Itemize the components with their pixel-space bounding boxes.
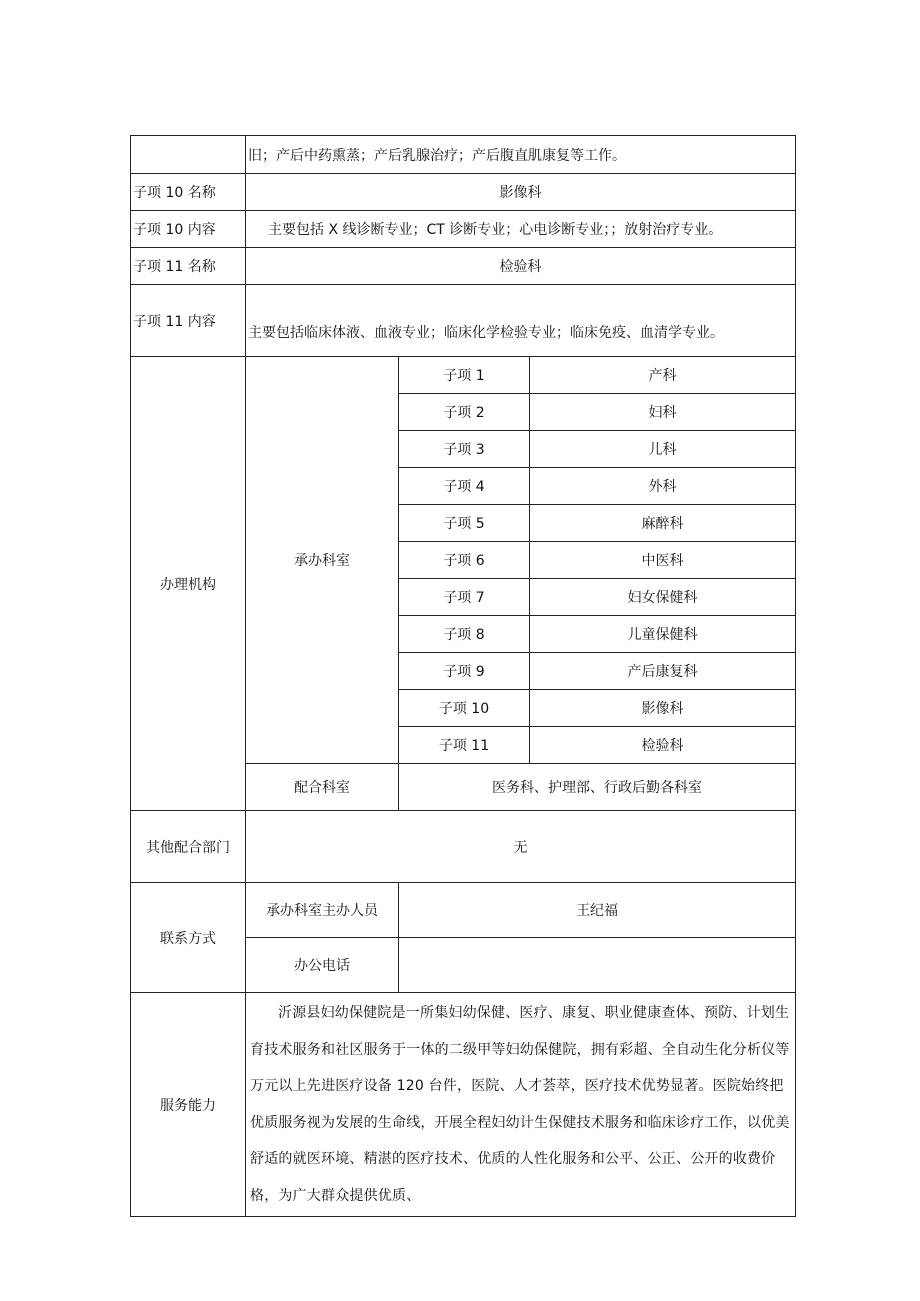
office-phone-value (399, 938, 796, 993)
other-dept-value: 无 (246, 811, 796, 883)
service-item-table (130, 135, 796, 1217)
agency-sub-item: 子项 11 (399, 727, 530, 764)
sub11-content-value: 主要包括临床体液、血液专业；临床化学检验专业；临床免疫、血清学专业。 (246, 285, 796, 357)
service-label: 服务能力 (131, 993, 246, 1217)
contact-label: 联系方式 (131, 883, 246, 993)
office-phone-label: 办公电话 (246, 938, 399, 993)
coop-dept-value: 医务科、护理部、行政后勤各科室 (399, 764, 796, 811)
coop-dept-label: 配合科室 (246, 764, 399, 811)
agency-dept: 外科 (530, 468, 796, 505)
agency-dept: 影像科 (530, 690, 796, 727)
agency-dept: 儿科 (530, 431, 796, 468)
empty-label-cell (131, 136, 246, 174)
agency-label: 办理机构 (131, 357, 246, 811)
agency-dept: 妇女保健科 (530, 579, 796, 616)
agency-sub-item: 子项 10 (399, 690, 530, 727)
sub10-name-label: 子项 10 名称 (131, 174, 246, 211)
table-row (131, 357, 796, 394)
agency-dept: 检验科 (530, 727, 796, 764)
contact-person-value: 王纪福 (399, 883, 796, 938)
agency-sub-item: 子项 9 (399, 653, 530, 690)
sub10-content-label: 子项 10 内容 (131, 211, 246, 248)
other-dept-label: 其他配合部门 (131, 811, 246, 883)
agency-dept: 麻醉科 (530, 505, 796, 542)
service-description: 沂源县妇幼保健院是一所集妇幼保健、医疗、康复、职业健康查体、预防、计划生育技术服务和社区服务于一体的二级甲等妇幼保健院，拥有彩超、全自动生化分析仪等万元以上先进医疗设备 120 台件，医院、人才荟萃，医疗技术优势显著。医院始终把优质服务视为发展的生命线，开展全程妇幼计生保健技术服务和临床诊疗工作，以优美舒适的就医环境、精湛的医疗技术、优质的人性化服务和公平、公正、公开的收费价格，为广大群众提供优质、 (246, 993, 796, 1217)
agency-sub-item: 子项 6 (399, 542, 530, 579)
table-row (131, 211, 796, 248)
sub11-name-label: 子项 11 名称 (131, 248, 246, 285)
agency-sub-item: 子项 8 (399, 616, 530, 653)
sub11-content-label: 子项 11 内容 (131, 285, 246, 357)
sub10-content-value: 主要包括 X 线诊断专业；CT 诊断专业；心电诊断专业；；放射治疗专业。 (246, 211, 796, 248)
sub10-name-value: 影像科 (246, 174, 796, 211)
table-row (131, 993, 796, 1217)
agency-sub-item: 子项 1 (399, 357, 530, 394)
agency-dept: 产后康复科 (530, 653, 796, 690)
agency-dept: 妇科 (530, 394, 796, 431)
table-row (131, 136, 796, 174)
sub11-name-value: 检验科 (246, 248, 796, 285)
table-row (131, 248, 796, 285)
agency-sub-item: 子项 5 (399, 505, 530, 542)
agency-dept: 儿童保健科 (530, 616, 796, 653)
table-row (131, 811, 796, 883)
continuation-text: 旧；产后中药熏蒸；产后乳腺治疗；产后腹直肌康复等工作。 (246, 136, 796, 174)
agency-sub-item: 子项 4 (399, 468, 530, 505)
contact-person-label: 承办科室主办人员 (246, 883, 399, 938)
table-row (131, 174, 796, 211)
agency-dept: 产科 (530, 357, 796, 394)
table-row (131, 883, 796, 938)
table-row (131, 285, 796, 357)
agency-sub-item: 子项 2 (399, 394, 530, 431)
agency-sub-item: 子项 7 (399, 579, 530, 616)
host-dept-label: 承办科室 (246, 357, 399, 764)
agency-sub-item: 子项 3 (399, 431, 530, 468)
agency-dept: 中医科 (530, 542, 796, 579)
